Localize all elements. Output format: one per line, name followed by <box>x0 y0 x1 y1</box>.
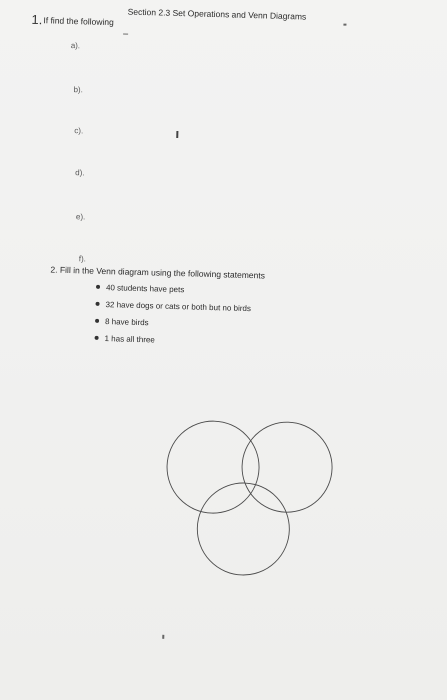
bullet-text: 1 has all three <box>104 334 155 345</box>
question-1-part-a: a). <box>70 40 81 51</box>
question-1-part-c: c). <box>74 126 84 136</box>
bullet-text: 40 students have pets <box>105 283 185 295</box>
question-1-number: 1. <box>31 11 43 28</box>
venn-circle-bottom <box>196 482 291 577</box>
venn-circle-left <box>166 420 261 515</box>
bullet-text: 8 have birds <box>104 317 149 328</box>
question-1-part-d: d). <box>75 168 85 178</box>
bottom-dot-mark <box>162 635 164 639</box>
question-1-part-f: f). <box>78 254 87 264</box>
question-1-part-b: b). <box>73 85 83 95</box>
question-1-part-e: e). <box>75 212 86 222</box>
venn-circle-right <box>241 421 333 513</box>
bullet-text: 32 have dogs or cats or both but no birds <box>105 300 252 314</box>
question-1-text: If find the following <box>43 15 114 28</box>
worksheet-title: Section 2.3 Set Operations and Venn Diagrams <box>127 6 307 22</box>
question-2-text: 2. Fill in the Venn diagram using the following statements <box>50 264 266 281</box>
